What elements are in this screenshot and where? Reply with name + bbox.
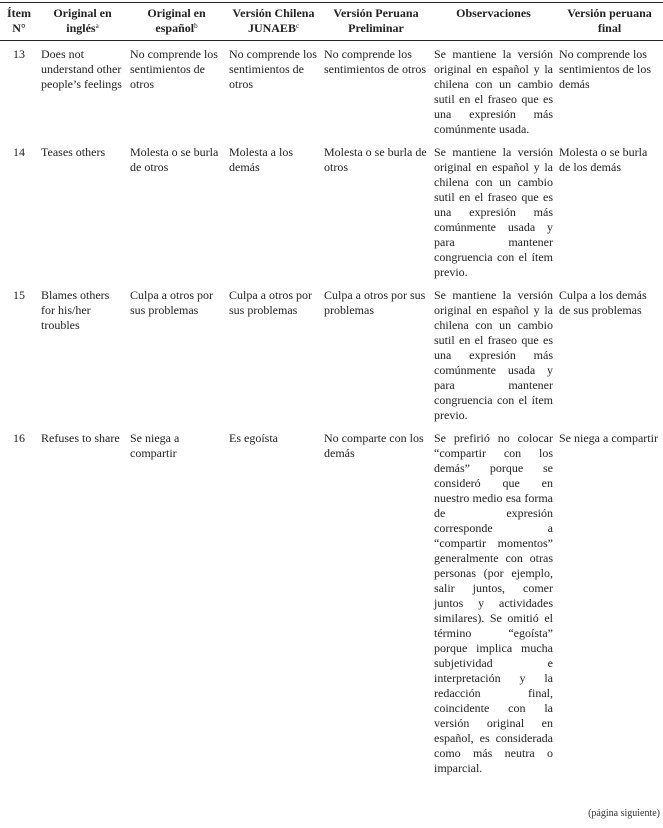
header-observations-label: Observaciones	[456, 6, 531, 20]
cell-peruvian-final: No comprende los sentimientos de los demás	[559, 47, 651, 91]
header-chilean-label: Versión Chilena JUNAEB	[232, 6, 315, 35]
header-peruvian-preliminary	[321, 3, 431, 41]
cell-observations: Se mantiene la versión original en español y la chilena con un cambio sutil en el fraseo que es una expresión más comúnmente usada y para mantener congruencia con el ítem previo.	[434, 145, 553, 279]
header-original-spanish	[127, 3, 226, 41]
header-english-label: Original en inglés	[53, 6, 112, 35]
cell-observations: Se mantiene la versión original en español y la chilena con un cambio sutil en el fraseo que es una expresión más comúnmente usada y para mantener congruencia con el ítem previo.	[434, 288, 553, 422]
cell-chilean-version: Culpa a otros por sus problemas	[229, 288, 312, 317]
table-row	[0, 41, 663, 140]
header-item-number	[0, 3, 38, 41]
cell-original-spanish: Se niega a compartir	[130, 431, 180, 460]
cell-peruvian-final: Culpa a los demás de sus problemas	[559, 288, 647, 317]
table-row	[0, 139, 663, 282]
cell-peruvian-preliminary: No comprende los sentimientos de otros	[324, 47, 426, 76]
footnote-marker-c: c	[295, 22, 300, 30]
table-body	[0, 41, 663, 779]
cell-item-number: 15	[13, 288, 25, 302]
footnote-marker-a: a	[95, 22, 99, 30]
header-observations	[431, 3, 556, 41]
cell-peruvian-preliminary: Culpa a otros por sus problemas	[324, 288, 426, 317]
cell-original-spanish: Culpa a otros por sus problemas	[130, 288, 213, 317]
header-chilean-version	[226, 3, 321, 41]
cell-peruvian-final: Se niega a compartir	[559, 431, 658, 445]
cell-original-english: Refuses to share	[41, 431, 120, 445]
header-spanish-label: Original en español	[147, 6, 206, 35]
header-peruvian-final	[556, 3, 663, 41]
cell-item-number: 16	[13, 431, 25, 445]
cell-chilean-version: No comprende los sentimientos de otros	[229, 47, 317, 91]
cell-original-english: Blames others for his/her troubles	[41, 288, 110, 332]
cell-chilean-version: Es egoísta	[229, 431, 278, 445]
header-original-english	[38, 3, 127, 41]
cell-item-number: 14	[13, 145, 25, 159]
cell-peruvian-preliminary: No comparte con los demás	[324, 431, 424, 460]
cell-peruvian-final: Molesta o se burla de los demás	[559, 145, 648, 174]
cell-chilean-version: Molesta a los demás	[229, 145, 293, 174]
footnote-marker-b: b	[194, 22, 198, 30]
cell-original-english: Teases others	[41, 145, 106, 159]
cell-item-number: 13	[13, 47, 25, 61]
continuation-note: (página siguiente)	[588, 808, 660, 819]
cell-original-spanish: Molesta o se burla de otros	[130, 145, 219, 174]
table-row	[0, 282, 663, 425]
table-header	[0, 3, 663, 41]
header-row	[0, 3, 663, 41]
cell-original-english: Does not understand other people’s feelings	[41, 47, 122, 91]
cell-peruvian-preliminary: Molesta o se burla de otros	[324, 145, 427, 174]
translation-comparison-table	[0, 2, 663, 778]
header-preliminary-label: Versión Peruana Preliminar	[333, 6, 419, 35]
cell-observations: Se mantiene la versión original en español y la chilena con un cambio sutil en el fraseo que es una expresión más comúnmente usada.	[434, 47, 553, 136]
table-row	[0, 425, 663, 778]
header-final-label: Versión peruana final	[567, 6, 652, 35]
cell-original-spanish: No comprende los sentimientos de otros	[130, 47, 218, 91]
cell-observations: Se prefirió no colocar “compartir con los demás” porque se consideró que en nuestro medio esa forma de expresión corresponde a “compartir momentos” generalmente con otras personas (por ejemplo, salir juntos, comer juntos y actividades similares). Se omitió el término “egoísta” porque implica mucha subjetividad e interpretación y la redacción final, coincidente con la versión original en español, es considerada como más neutra o imparcial.	[434, 431, 553, 775]
header-item-label: Ítem N°	[7, 6, 31, 35]
